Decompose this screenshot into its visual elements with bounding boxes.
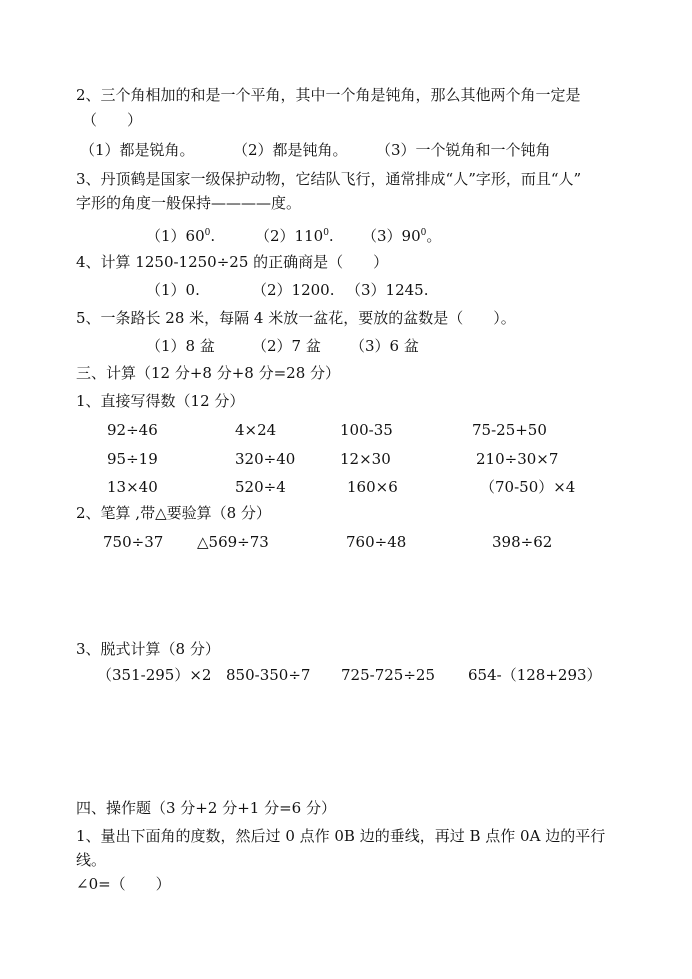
q5-stem: 5、一条路长 28 米，每隔 4 米放一盆花，要放的盆数是（ ）。	[76, 309, 516, 327]
q2-stem: 2、三个角相加的和是一个平角，其中一个角是钝角，那么其他两个角一定是	[76, 86, 581, 104]
s4-q1-line1: 1、量出下面角的度数，然后过 0 点作 0B 边的垂线，再过 B 点作 0A 边的平行	[76, 827, 606, 845]
section-4-title: 四、操作题（3 分+2 分+1 分=6 分）	[76, 799, 336, 817]
calc-item: 210÷30×7	[476, 450, 559, 468]
calc-item: （70-50）×4	[480, 478, 576, 496]
q4-option-3: （3）1245.	[346, 281, 429, 299]
q4-option-1: （1）0.	[146, 281, 200, 299]
section-3-title: 三、计算（12 分+8 分+8 分=28 分）	[76, 364, 341, 382]
part-1-title: 1、直接写得数（12 分）	[76, 392, 245, 410]
written-calc-item: 750÷37	[103, 533, 164, 551]
angle-answer[interactable]: ∠0=（ ）	[76, 875, 171, 893]
q3-option-1: $(1)60^0$.	[146, 227, 216, 245]
q3-stem-line2: 字形的角度一般保持————度。	[76, 194, 302, 212]
q3-option-3: $(3)90^0$。	[362, 227, 442, 245]
part-2-title: 2、笔算 ,带△要验算（8 分）	[76, 504, 271, 522]
stepwise-calc-item: 850-350÷7	[226, 666, 311, 684]
stepwise-calc-item: 654-（128+293）	[468, 666, 602, 684]
q5-option-1: （1）8 盆	[146, 337, 215, 355]
written-calc-item: 398÷62	[492, 533, 553, 551]
calc-item: 100-35	[340, 421, 393, 439]
calc-item: 13×40	[107, 478, 158, 496]
written-calc-item: 760÷48	[346, 533, 407, 551]
calc-item: 320÷40	[235, 450, 296, 468]
calc-item: 75-25+50	[472, 421, 547, 439]
stepwise-calc-item: 725-725÷25	[341, 666, 435, 684]
q5-option-2: （2）7 盆	[252, 337, 321, 355]
q2-option-3: （3）一个锐角和一个钝角	[376, 141, 551, 159]
calc-item: 92÷46	[107, 421, 158, 439]
part-3-title: 3、脱式计算（8 分）	[76, 640, 220, 658]
q3-option-2: $(2)110^0$.	[255, 227, 334, 245]
q3-stem-line1: 3、丹顶鹤是国家一级保护动物，它结队飞行，通常排成“人”字形，而且“人”	[76, 170, 582, 188]
calc-item: 520÷4	[235, 478, 286, 496]
calc-item: 4×24	[235, 421, 277, 439]
q2-answer-blank[interactable]: （ ）	[82, 111, 143, 129]
q2-option-1: （1）都是锐角。	[80, 141, 195, 159]
q4-option-2: （2）1200.	[252, 281, 335, 299]
s4-q1-line2: 线。	[76, 851, 107, 869]
calc-item: 160×6	[347, 478, 398, 496]
q5-option-3: （3）6 盆	[350, 337, 419, 355]
calc-item: 12×30	[340, 450, 391, 468]
q4-stem: 4、计算 1250-1250÷25 的正确商是（ ）	[76, 253, 389, 271]
q2-option-2: （2）都是钝角。	[233, 141, 348, 159]
written-calc-item: △569÷73	[197, 533, 269, 551]
stepwise-calc-item: （351-295）×2	[97, 666, 212, 684]
calc-item: 95÷19	[107, 450, 158, 468]
